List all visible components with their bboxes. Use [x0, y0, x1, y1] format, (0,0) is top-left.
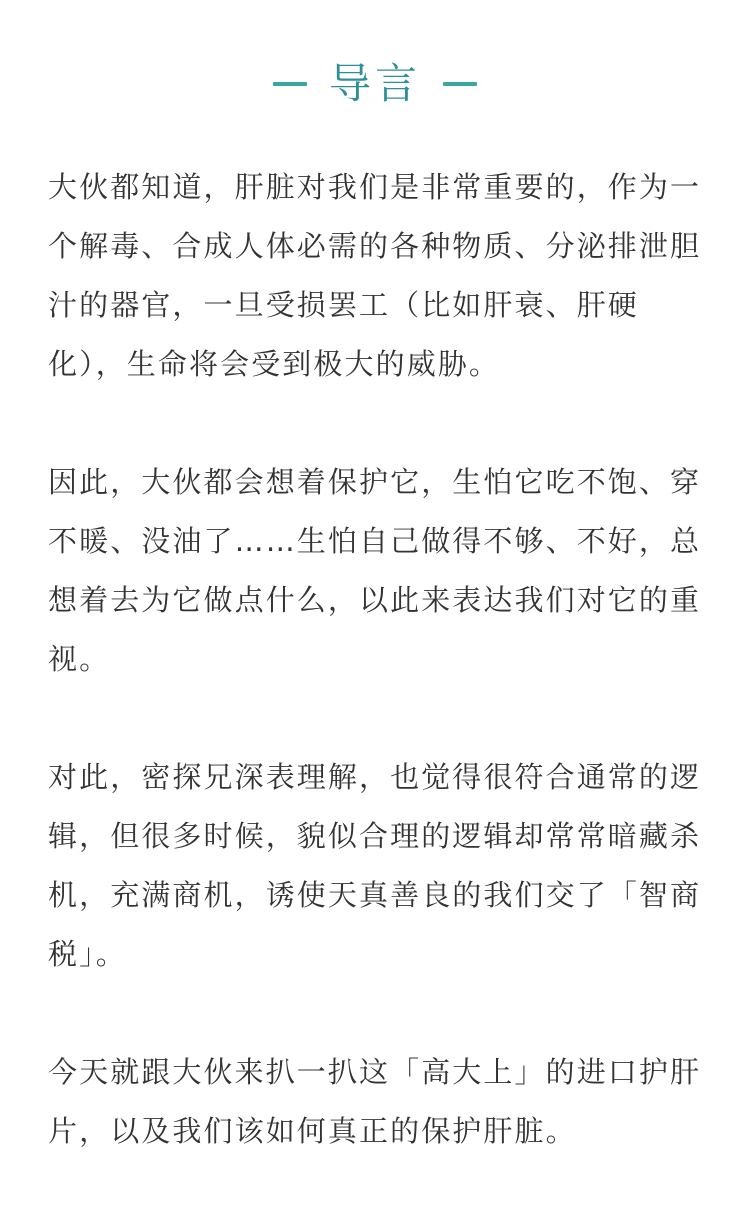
paragraph-4: 今天就跟大伙来扒一扒这「高大上」的进口护肝片，以及我们该如何真正的保护肝脏。	[48, 1055, 702, 1148]
paragraph-1: 大伙都知道，肝脏对我们是非常重要的，作为一个解毒、合成人体必需的各种物质、分泌排泄胆汁的器官，一旦受损罢工（比如肝衰、肝硬化），生命将会受到极大的威胁。	[48, 170, 702, 381]
paragraph-3: 对此，密探兄深表理解，也觉得很符合通常的逻辑，但很多时候，貌似合理的逻辑却常常暗藏杀机，充满商机，诱使天真善良的我们交了「智商税」。	[48, 760, 702, 971]
paragraph-2: 因此，大伙都会想着保护它，生怕它吃不饱、穿不暖、没油了……生怕自己做得不够、不好，总想着去为它做点什么，以此来表达我们对它的重视。	[48, 465, 702, 676]
left-dash-decoration	[273, 82, 307, 86]
article-body	[48, 158, 708, 1161]
section-heading	[0, 56, 750, 112]
right-dash-decoration	[443, 82, 477, 86]
heading-title: 导言	[328, 59, 421, 108]
